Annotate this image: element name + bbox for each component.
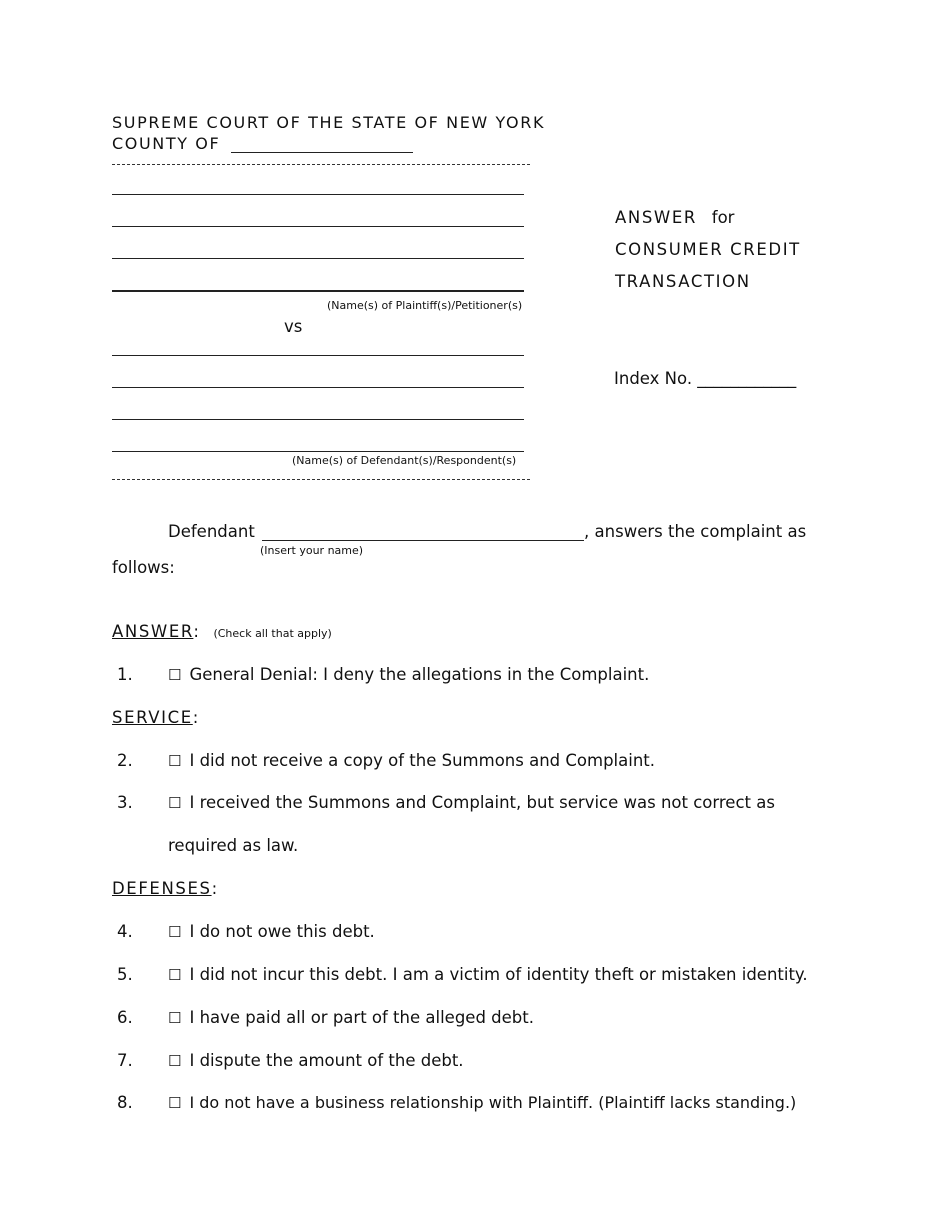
document-title-line-3: TRANSACTION (615, 272, 751, 291)
plaintiff-name-line-4[interactable] (112, 290, 524, 292)
item-text: I received the Summons and Complaint, but service was not correct as (189, 793, 775, 812)
item-number-3: 3. (117, 793, 133, 812)
answer-item-2 (168, 751, 655, 770)
item-text: I dispute the amount of the debt. (189, 1051, 464, 1070)
answer-item-5 (168, 965, 808, 984)
answer-note: (Check all that apply) (213, 627, 332, 640)
caption-bottom-divider (112, 479, 530, 480)
item-text: I do not have a business relationship with Plaintiff. (Plaintiff lacks standing.) (189, 1093, 797, 1112)
checkbox-icon[interactable]: ☐ (168, 966, 182, 984)
defendant-name-field[interactable] (262, 522, 584, 541)
plaintiff-label: (Name(s) of Plaintiff(s)/Petitioner(s) (327, 299, 523, 312)
item-text: I did not receive a copy of the Summons and Complaint. (189, 751, 655, 770)
defendant-intro-line (168, 522, 806, 541)
follows-text: follows: (112, 558, 175, 577)
item-text: I have paid all or part of the alleged debt. (189, 1008, 534, 1027)
item-number-2: 2. (117, 751, 133, 770)
defendant-name-line-3[interactable] (112, 419, 524, 420)
item-text: I do not owe this debt. (189, 922, 375, 941)
document-title-line-2: CONSUMER CREDIT (615, 240, 801, 259)
plaintiff-name-line-3[interactable] (112, 258, 524, 259)
plaintiff-name-line-2[interactable] (112, 226, 524, 227)
item-number-8: 8. (117, 1093, 133, 1112)
defendant-name-line-4[interactable] (112, 451, 524, 452)
defendant-word: Defendant (168, 522, 255, 541)
answer-item-3 (168, 793, 775, 812)
defendant-name-line-1[interactable] (112, 355, 524, 356)
answer-title: ANSWER (615, 208, 697, 227)
service-heading-text: SERVICE (112, 708, 193, 727)
answer-item-7 (168, 1051, 464, 1070)
court-title: SUPREME COURT OF THE STATE OF NEW YORK (112, 113, 546, 132)
checkbox-icon[interactable]: ☐ (168, 752, 182, 770)
answer-item-8 (168, 1093, 796, 1112)
service-section-heading: SERVICE: (112, 708, 200, 727)
answer-section-heading: ANSWER: (Check all that apply) (112, 622, 332, 641)
answer-item-6 (168, 1008, 534, 1027)
item-number-5: 5. (117, 965, 133, 984)
item-text: General Denial: I deny the allegations in the Complaint. (189, 665, 650, 684)
item-text: I did not incur this debt. I am a victim of identity theft or mistaken identity. (189, 965, 808, 984)
answers-text: , answers the complaint as (584, 522, 807, 541)
item-number-7: 7. (117, 1051, 133, 1070)
county-field[interactable] (231, 136, 413, 153)
answer-item-4 (168, 922, 375, 941)
county-label-text: COUNTY OF (112, 134, 221, 153)
item-number-4: 4. (117, 922, 133, 941)
document-title-line-1 (615, 208, 734, 227)
checkbox-icon[interactable]: ☐ (168, 666, 182, 684)
for-label: for (711, 208, 735, 227)
defenses-section-heading: DEFENSES: (112, 879, 219, 898)
checkbox-icon[interactable]: ☐ (168, 1052, 182, 1070)
versus-label: vs (284, 317, 303, 336)
answer-item-1 (168, 665, 649, 684)
item-number-6: 6. (117, 1008, 133, 1027)
defendant-name-line-2[interactable] (112, 387, 524, 388)
defendant-label: (Name(s) of Defendant(s)/Respondent(s) (292, 454, 517, 467)
answer-item-3-continued: required as law. (168, 836, 299, 855)
checkbox-icon[interactable]: ☐ (168, 794, 182, 812)
defenses-heading-text: DEFENSES (112, 879, 212, 898)
checkbox-icon[interactable]: ☐ (168, 923, 182, 941)
answer-heading-text: ANSWER (112, 622, 194, 641)
item-number-1: 1. (117, 665, 133, 684)
county-label (112, 134, 413, 153)
caption-top-divider (112, 164, 530, 165)
plaintiff-name-line-1[interactable] (112, 194, 524, 195)
checkbox-icon[interactable]: ☐ (168, 1094, 182, 1112)
insert-name-hint: (Insert your name) (260, 544, 364, 557)
index-number[interactable]: Index No. ____________ (614, 369, 797, 388)
checkbox-icon[interactable]: ☐ (168, 1009, 182, 1027)
